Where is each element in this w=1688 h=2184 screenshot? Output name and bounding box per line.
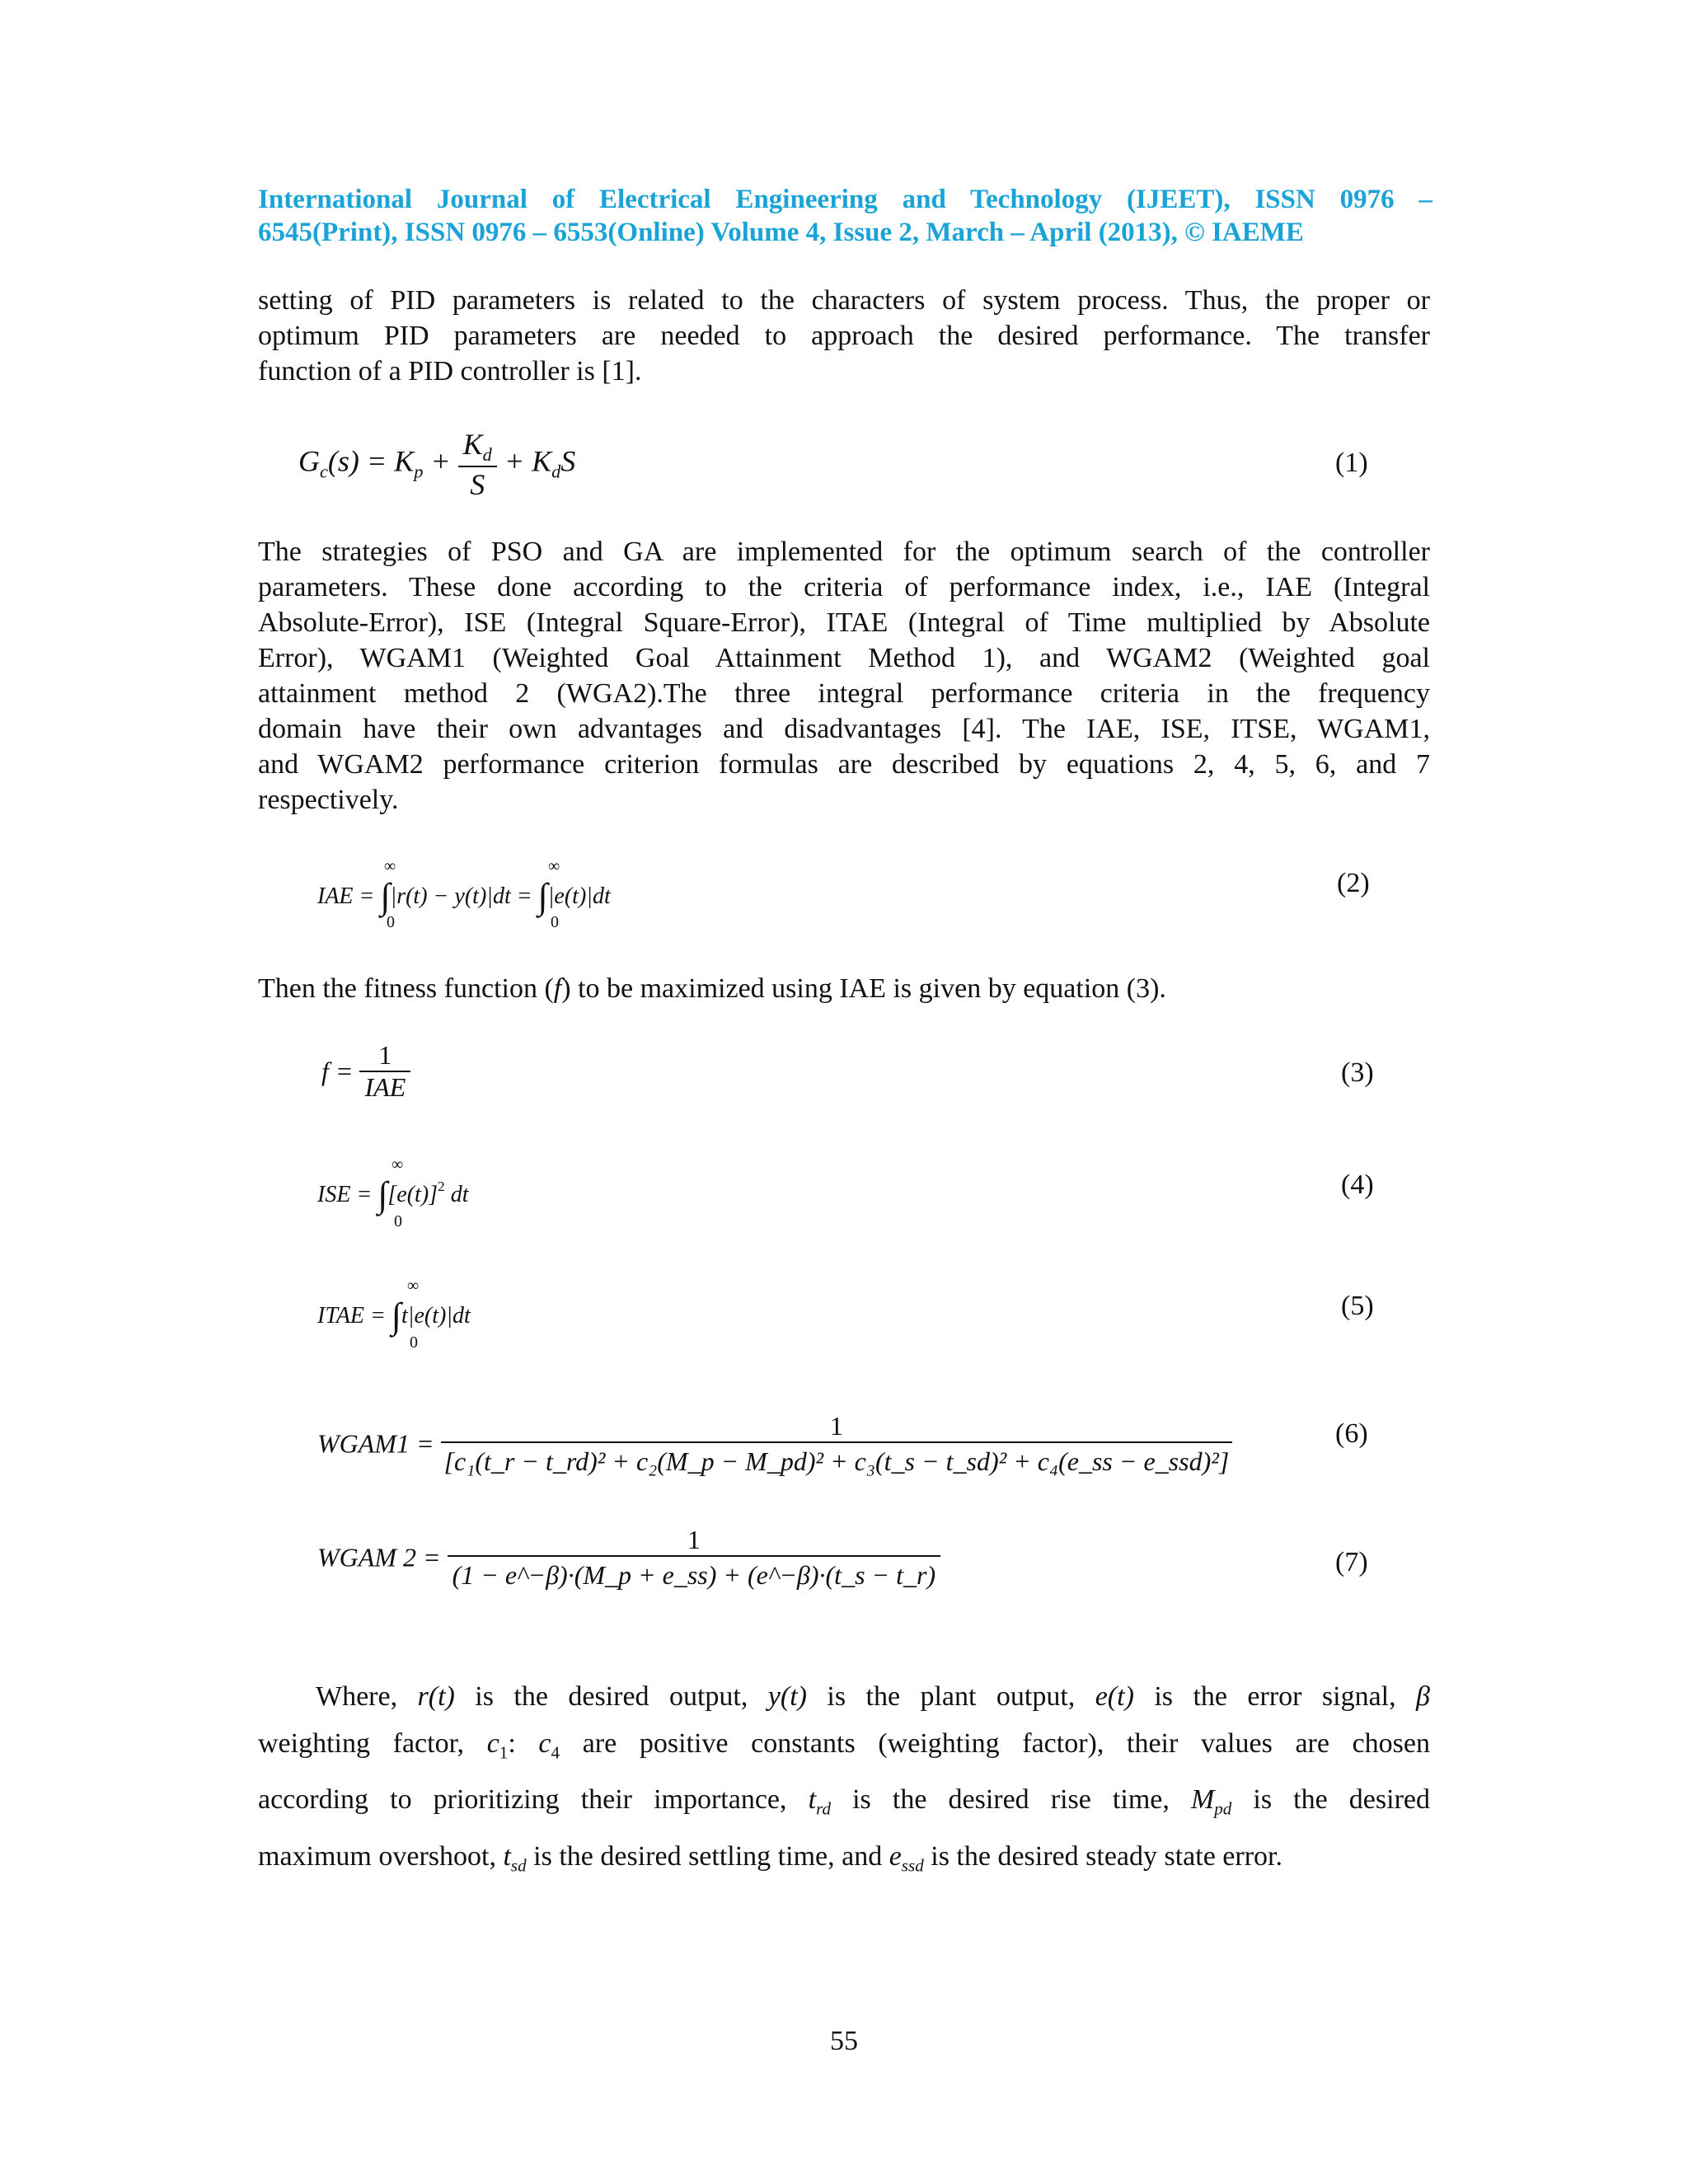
equation-2 bbox=[317, 875, 611, 917]
eq1-lhs: G bbox=[298, 444, 320, 478]
para1-line-2: optimum PID parameters are needed to approach the desired performance. The transfer bbox=[258, 321, 1430, 351]
para2-line-2: parameters. These done according to the criteria of performance index, i.e., IAE (Integral bbox=[258, 572, 1430, 602]
eq4-lhs: ISE = bbox=[317, 1182, 373, 1207]
eq7-den: (1 − e^−β)·(M_p + e_ss) + (e^−β)·(t_s − t_r) bbox=[448, 1555, 941, 1591]
eq6-num: 1 bbox=[829, 1411, 843, 1441]
equation-4-number: (4) bbox=[1341, 1169, 1374, 1200]
equation-6 bbox=[317, 1411, 1232, 1477]
equation-3 bbox=[321, 1040, 410, 1103]
eq4-integrand: [e(t)] bbox=[387, 1182, 438, 1207]
eq3-lhs: f = bbox=[321, 1056, 354, 1086]
eq1-tail: S bbox=[560, 444, 576, 478]
eq5-upper-limit: ∞ bbox=[407, 1277, 420, 1295]
paragraph-definitions bbox=[258, 1673, 1430, 1889]
eq2-integrand-2: |e(t)|dt bbox=[547, 883, 611, 909]
para2-line-4: Error), WGAM1 (Weighted Goal Attainment Method 1), and WGAM2 (Weighted goal bbox=[258, 643, 1430, 673]
paragraph-strategies bbox=[258, 534, 1430, 818]
journal-header bbox=[258, 183, 1432, 249]
eq5-integral: ∫ bbox=[391, 1296, 401, 1336]
eq1-lhs-sub: c bbox=[320, 461, 328, 482]
eq6-fraction bbox=[441, 1411, 1233, 1477]
para1-line-3: function of a PID controller is [1]. bbox=[258, 356, 642, 387]
eq2-lower-limit-1: 0 bbox=[387, 913, 395, 931]
eq2-lhs: IAE = bbox=[317, 883, 375, 909]
para3-pre: Then the fitness function ( bbox=[258, 973, 554, 1004]
eq5-integrand: t|e(t)|dt bbox=[401, 1303, 471, 1329]
eq2-upper-limit-2: ∞ bbox=[548, 857, 560, 875]
para3-post: ) to be maximized using IAE is given by equation (3). bbox=[561, 973, 1166, 1004]
para2-line-3: Absolute-Error), ISE (Integral Square-Error), ITAE (Integral of Time multiplied by Absolute bbox=[258, 607, 1430, 638]
para4-line-4: maximum overshoot, $t_{sd}$ is the desired settling time, and $e_{ssd}$ is the desired steady state error. bbox=[258, 1840, 1282, 1876]
para1-line-1: setting of PID parameters is related to the characters of system process. Thus, the proper or bbox=[258, 285, 1430, 316]
para4-line-3: according to prioritizing their importance, $t_{rd}$ is the desired rise time, $M_{pd}$ is the desired bbox=[258, 1784, 1430, 1819]
eq1-plus-kd: + K bbox=[504, 444, 552, 478]
equation-4 bbox=[317, 1174, 469, 1216]
paragraph-pid-intro bbox=[258, 283, 1430, 389]
equation-7 bbox=[317, 1525, 940, 1591]
eq2-integral-1: ∫ bbox=[380, 876, 391, 916]
eq6-lhs: WGAM1 = bbox=[317, 1428, 434, 1459]
equation-3-number: (3) bbox=[1341, 1057, 1374, 1088]
eq7-num: 1 bbox=[687, 1525, 701, 1554]
para2-line-8: respectively. bbox=[258, 785, 399, 815]
equation-2-number: (2) bbox=[1337, 868, 1370, 898]
eq4-integral: ∫ bbox=[377, 1174, 388, 1215]
eq3-den: IAE bbox=[359, 1071, 410, 1103]
page-number: 55 bbox=[830, 2026, 858, 2056]
eq5-lhs: ITAE = bbox=[317, 1303, 386, 1329]
eq4-lower-limit: 0 bbox=[394, 1212, 402, 1230]
para4-line-1: Where, r(t) is the desired output, y(t) is the plant output, e(t) is the error signal, β bbox=[316, 1681, 1430, 1712]
eq4-tail: dt bbox=[450, 1182, 469, 1207]
equation-5-number: (5) bbox=[1341, 1291, 1374, 1321]
eq7-fraction bbox=[448, 1525, 941, 1591]
para2-line-7: and WGAM2 performance criterion formulas are described by equations 2, 4, 5, 6, and 7 bbox=[258, 749, 1430, 780]
eq5-lower-limit: 0 bbox=[410, 1333, 418, 1352]
eq2-upper-limit-1: ∞ bbox=[384, 857, 396, 875]
eq2-integrand-1: |r(t) − y(t)|dt = bbox=[390, 883, 532, 909]
para3-line bbox=[258, 971, 1430, 1006]
eq7-lhs: WGAM 2 = bbox=[317, 1542, 441, 1572]
header-line-2: 6545(Print), ISSN 0976 – 6553(Online) Volume 4, Issue 2, March – April (2013), © IAEME bbox=[258, 218, 1304, 247]
paragraph-fitness bbox=[258, 971, 1430, 1006]
para2-line-5: attainment method 2 (WGA2).The three integral performance criteria in the frequency bbox=[258, 678, 1430, 709]
equation-7-number: (7) bbox=[1335, 1547, 1368, 1577]
equation-1-number: (1) bbox=[1335, 448, 1368, 478]
eq1-arg: (s) = K bbox=[327, 444, 415, 478]
eq1-frac-num: $K_d$ bbox=[462, 428, 492, 465]
header-line-1: International Journal of Electrical Engineering and Technology (IJEET), ISSN 0976 – bbox=[258, 185, 1432, 214]
equation-1 bbox=[298, 427, 575, 502]
eq1-kd-sub: d bbox=[551, 461, 561, 482]
eq6-den: [c₁(t_r − t_rd)² + c₂(M_p − M_pd)² + c₃(t_s − t_sd)² + c₄(e_ss − e_ssd)²] bbox=[441, 1441, 1233, 1477]
eq1-frac-den: S bbox=[458, 466, 497, 502]
para4-line-2: weighting factor, $c_1$: $c_4$ are positive constants (weighting factor), their values are chosen bbox=[258, 1728, 1431, 1763]
para2-line-1: The strategies of PSO and GA are implemented for the optimum search of the controller bbox=[258, 537, 1430, 567]
eq3-fraction bbox=[359, 1040, 410, 1103]
eq2-integral-2: ∫ bbox=[537, 876, 548, 916]
para3-var: f bbox=[553, 973, 562, 1004]
eq1-fraction bbox=[458, 427, 497, 502]
eq1-kp-sub: p bbox=[414, 461, 424, 482]
para2-line-6: domain have their own advantages and disadvantages [4]. The IAE, ISE, ITSE, WGAM1, bbox=[258, 714, 1430, 744]
eq1-plus: + bbox=[430, 444, 451, 478]
equation-5 bbox=[317, 1295, 471, 1337]
equation-6-number: (6) bbox=[1335, 1418, 1368, 1449]
eq4-power: 2 bbox=[438, 1178, 445, 1194]
eq2-lower-limit-2: 0 bbox=[551, 913, 559, 931]
eq4-upper-limit: ∞ bbox=[392, 1155, 404, 1174]
eq3-num: 1 bbox=[378, 1040, 392, 1070]
